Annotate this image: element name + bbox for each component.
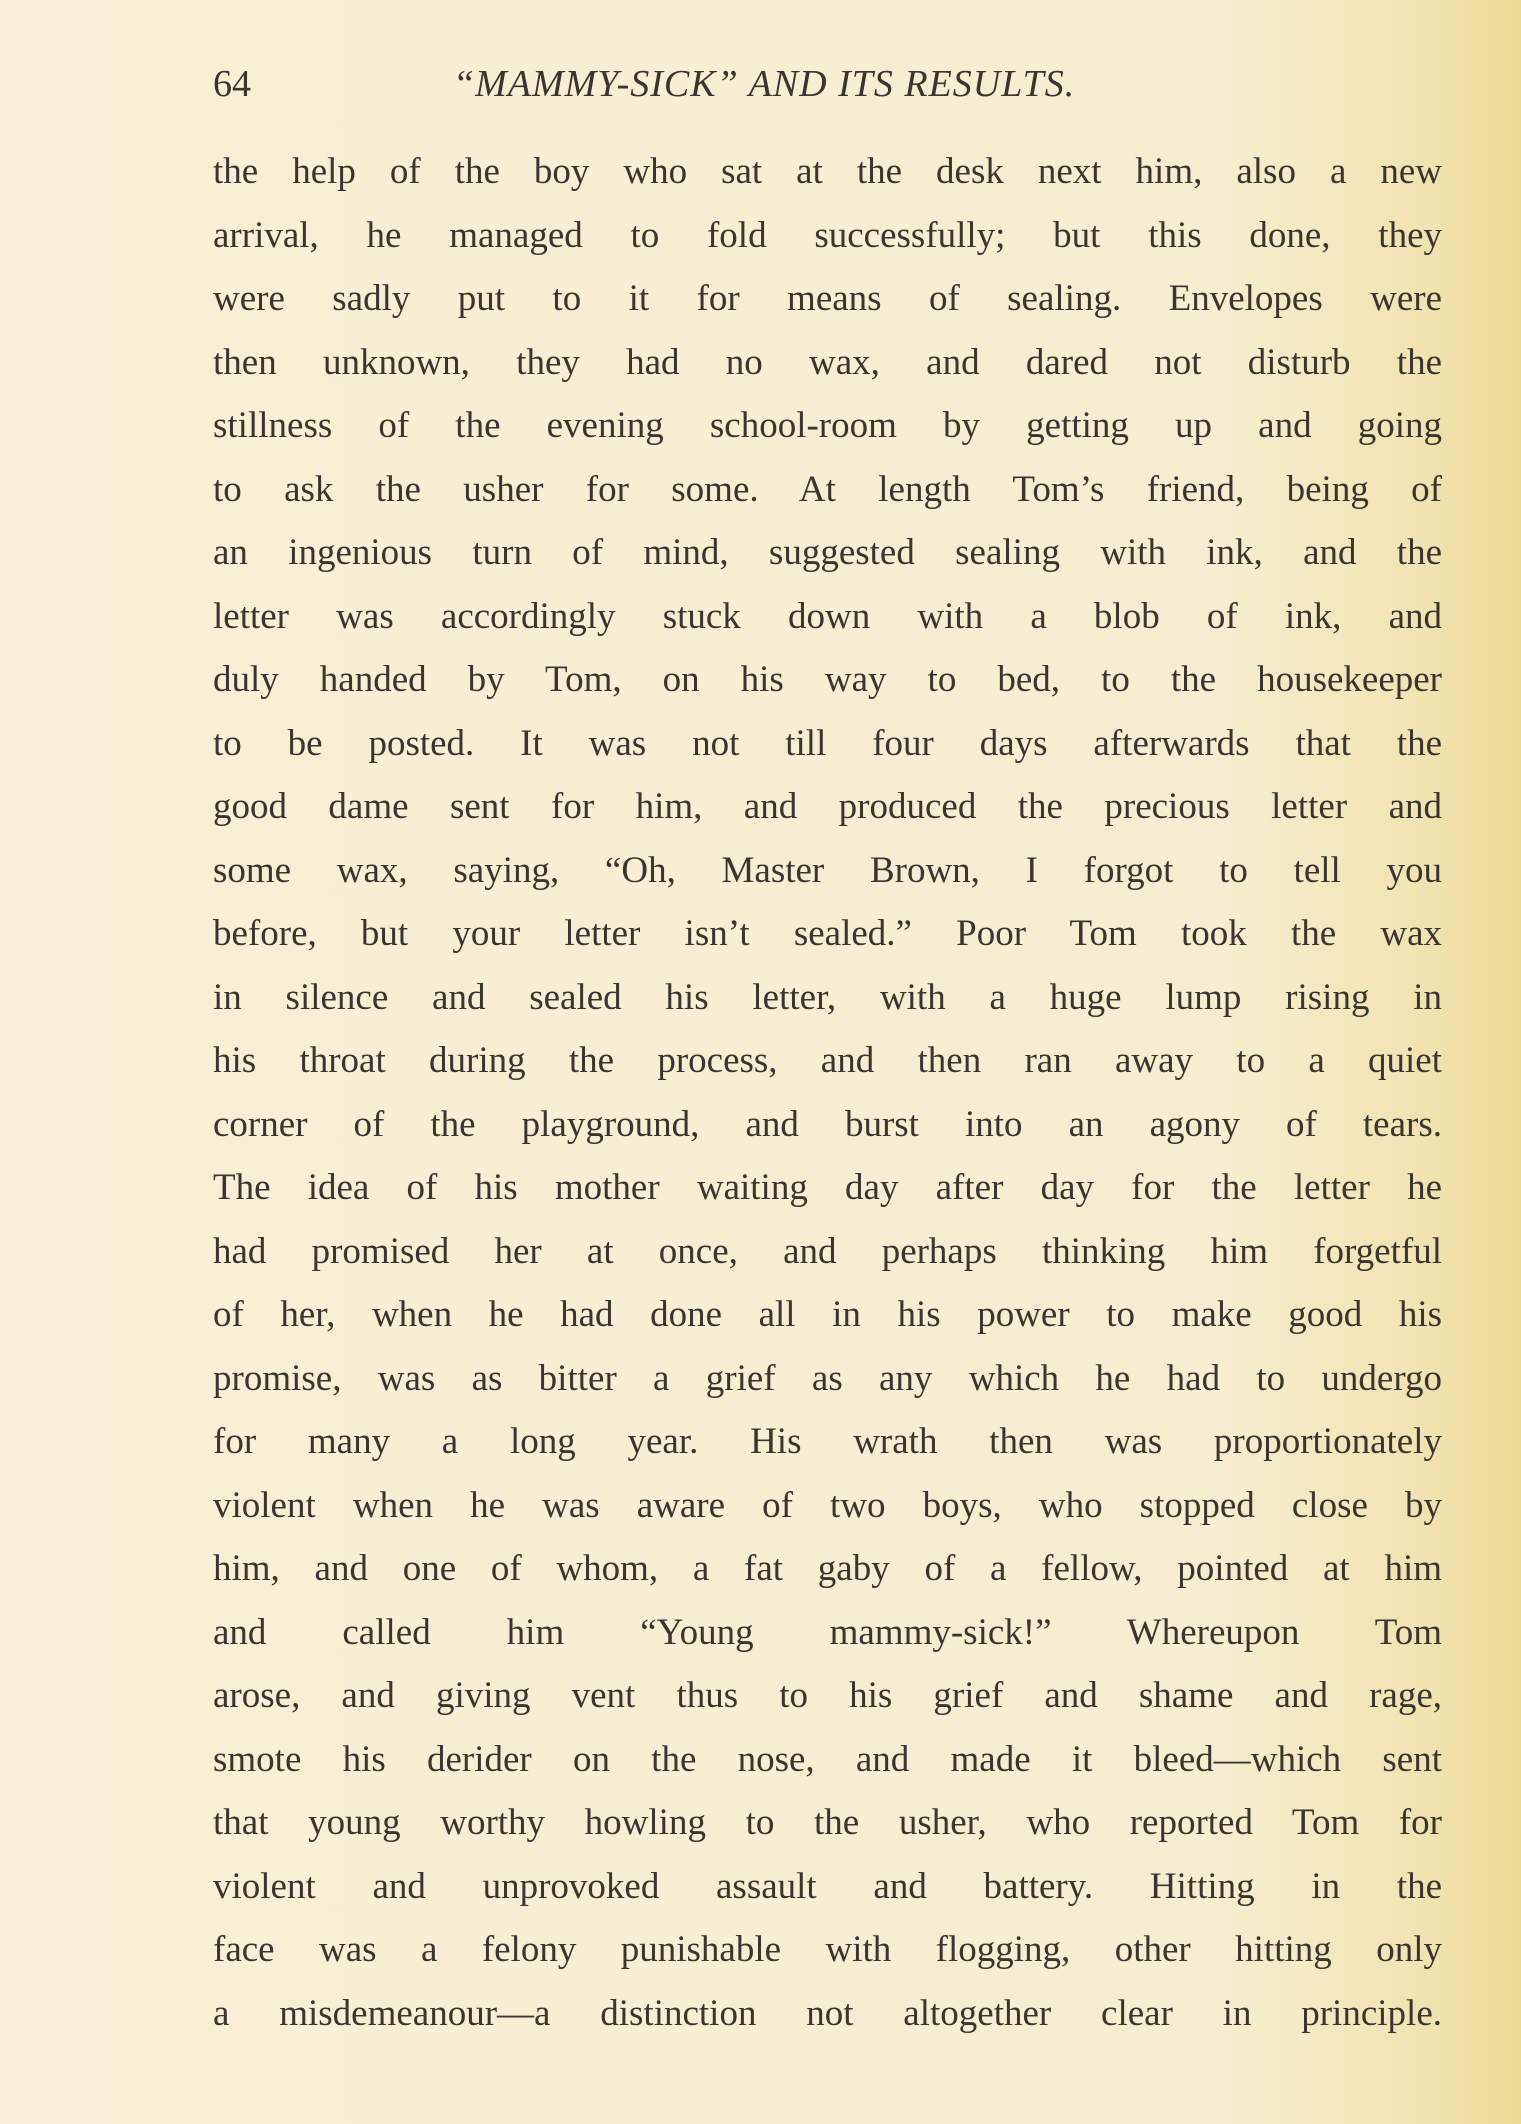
text-line-content: stillness of the evening school-room by getting up and going — [213, 405, 1442, 446]
text-line — [213, 1664, 1442, 1728]
text-line-content: in silence and sealed his letter, with a huge lump rising in — [213, 976, 1442, 1018]
text-line-content: good dame sent for him, and produced the precious letter and — [213, 786, 1442, 827]
text-line-content: violent when he was aware of two boys, who stopped close by — [213, 1484, 1442, 1526]
text-line-content: to ask the usher for some. At length Tom’s friend, being of — [213, 468, 1442, 510]
text-line-content: letter was accordingly stuck down with a blob of ink, and — [213, 595, 1442, 637]
text-line-content: violent and unprovoked assault and battery. Hitting in the — [213, 1865, 1442, 1907]
text-line-content: the help of the boy who sat at the desk next him, also a new — [213, 151, 1442, 192]
text-line-content: his throat during the process, and then ran away to a quiet — [213, 1040, 1442, 1081]
text-line-content: some wax, saying, “Oh, Master Brown, I forgot to tell you — [213, 849, 1442, 891]
text-line — [213, 521, 1442, 585]
text-line-content: him, and one of whom, a fat gaby of a fellow, pointed at him — [213, 1548, 1442, 1589]
text-line — [213, 1537, 1442, 1601]
text-line-content: of her, when he had done all in his power to make good his — [213, 1294, 1442, 1335]
text-line-content: arrival, he managed to fold successfully; but this done, they — [213, 214, 1442, 256]
text-line — [213, 585, 1442, 649]
text-line — [213, 648, 1442, 712]
text-line — [213, 902, 1442, 966]
text-line — [213, 1029, 1442, 1093]
text-line — [213, 839, 1442, 903]
text-line — [213, 1601, 1442, 1665]
page-number: 64 — [213, 63, 251, 105]
page-header — [213, 62, 1233, 112]
text-line — [213, 331, 1442, 395]
text-line-content: to be posted. It was not till four days afterwards that the — [213, 722, 1442, 764]
text-line-content: before, but your letter isn’t sealed.” Poor Tom took the wax — [213, 913, 1442, 954]
text-line-content: arose, and giving vent thus to his grief and shame and rage, — [213, 1675, 1442, 1716]
text-line — [213, 394, 1442, 458]
text-line-content: corner of the playground, and burst into an agony of tears. — [213, 1103, 1442, 1145]
text-line — [213, 1918, 1442, 1982]
text-line — [213, 1982, 1442, 2046]
text-line-content: were sadly put to it for means of sealing. Envelopes were — [213, 278, 1442, 319]
text-line — [213, 1283, 1442, 1347]
text-line-content: The idea of his mother waiting day after day for the letter he — [213, 1167, 1442, 1208]
text-line-content: then unknown, they had no wax, and dared not disturb the — [213, 341, 1442, 383]
text-line-content: smote his derider on the nose, and made it bleed—which sent — [213, 1738, 1442, 1780]
text-line — [213, 1791, 1442, 1855]
text-line — [213, 458, 1442, 522]
text-line-content: promise, was as bitter a grief as any which he had to undergo — [213, 1357, 1442, 1399]
text-line-content: that young worthy howling to the usher, who reported Tom for — [213, 1802, 1442, 1843]
text-line-content: had promised her at once, and perhaps thinking him forgetful — [213, 1230, 1442, 1272]
text-line — [213, 1093, 1442, 1157]
text-line-content: and called him “Young mammy-sick!” Whereupon Tom — [213, 1611, 1442, 1653]
text-line-content: face was a felony punishable with flogging, other hitting only — [213, 1929, 1442, 1970]
text-line — [213, 1728, 1442, 1792]
page-body-text — [213, 140, 1442, 2045]
text-line-content: a misdemeanour—a distinction not altogether clear in principle. — [213, 1992, 1442, 2034]
text-line — [213, 204, 1442, 268]
text-line-content: duly handed by Tom, on his way to bed, to the housekeeper — [213, 659, 1442, 700]
text-line — [213, 775, 1442, 839]
text-line-content: for many a long year. His wrath then was proportionately — [213, 1421, 1442, 1462]
text-line-content: an ingenious turn of mind, suggested sealing with ink, and the — [213, 532, 1442, 573]
running-title: “MAMMY-SICK” AND ITS RESULTS. — [453, 63, 1076, 105]
text-line — [213, 1410, 1442, 1474]
text-line — [213, 966, 1442, 1030]
text-line — [213, 267, 1442, 331]
text-line — [213, 1855, 1442, 1919]
text-line — [213, 140, 1442, 204]
text-line — [213, 1156, 1442, 1220]
text-line — [213, 1347, 1442, 1411]
text-line — [213, 1474, 1442, 1538]
text-line — [213, 712, 1442, 776]
text-line — [213, 1220, 1442, 1284]
